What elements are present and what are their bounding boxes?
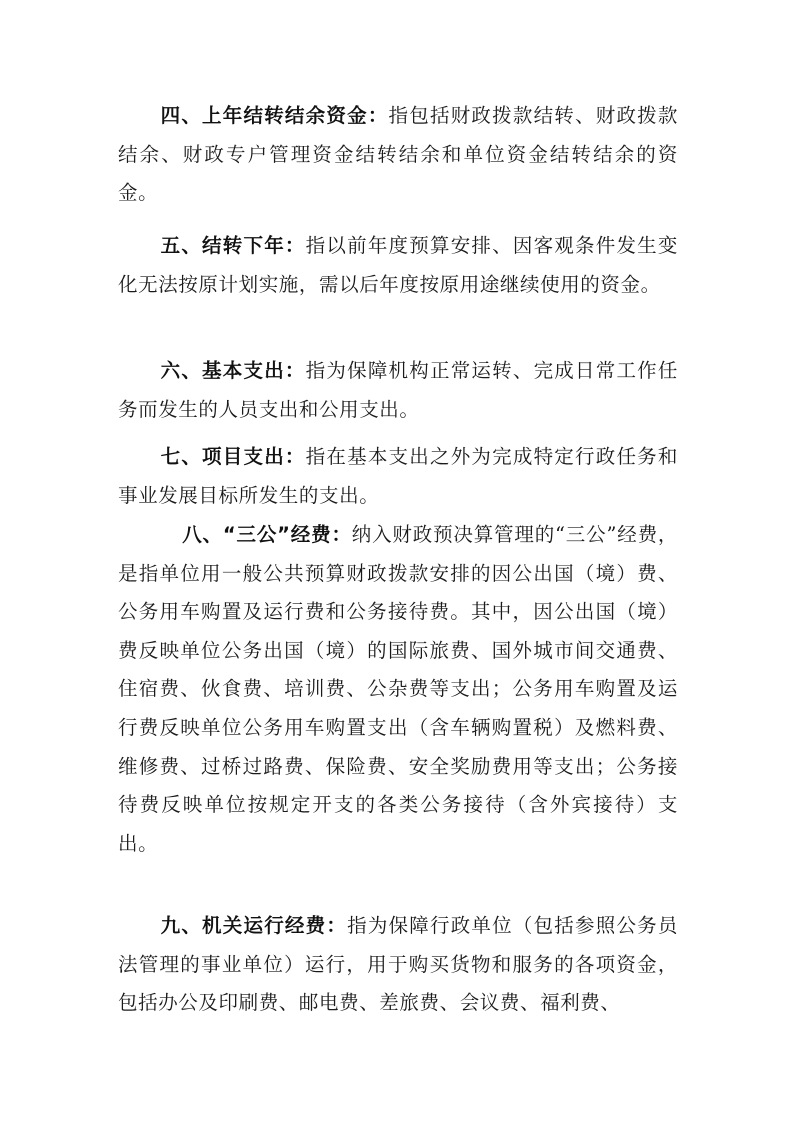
definition-text-4: 指包括财政拨款结转、财政拨款结余、财政专户管理资金结转结余和单位资金结转结余的资金。 [118,104,678,205]
definition-paragraph-6 [118,352,678,429]
definition-paragraph-7 [118,438,678,515]
term-9: 九、机关运行经费： [160,914,348,937]
definition-text-9: 指为保障行政单位（包括参照公务员法管理的事业单位）运行，用于购买货物和服务的各项资金，包括办公及印刷费、邮电费、差旅费、会议费、福利费、 [118,914,678,1015]
definition-paragraph-8 [118,516,678,863]
definition-paragraph-5 [118,227,678,304]
term-7: 七、项目支出： [160,445,306,468]
term-5: 五、结转下年： [160,234,306,257]
definition-text-8: 纳入财政预决算管理的“三公”经费，是指单位用一般公共预算财政拨款安排的因公出国（境）费、公务用车购置及运行费和公务接待费。其中，因公出国（境）费反映单位公务出国（境）的国际旅费、国外城市间交通费、住宿费、伙食费、培训费、公杂费等支出；公务用车购置及运行费反映单位公务用车购置支出（含车辆购置税）及燃料费、维修费、过桥过路费、保险费、安全奖励费用等支出；公务接待费反映单位按规定开支的各类公务接待（含外宾接待）支出。 [118,523,678,855]
definition-text-6: 指为保障机构正常运转、完成日常工作任务而发生的人员支出和公用支出。 [118,359,678,421]
term-8: 八、“三公”经费： [182,523,352,546]
definition-text-7: 指在基本支出之外为完成特定行政任务和事业发展目标所发生的支出。 [118,445,678,507]
definition-paragraph-9 [118,907,678,1023]
definition-paragraph-4 [118,97,678,213]
term-4: 四、上年结转结余资金： [160,104,389,127]
definition-text-5: 指以前年度预算安排、因客观条件发生变化无法按原计划实施，需以后年度按原用途继续使用的资金。 [118,234,678,296]
term-6: 六、基本支出： [160,359,306,382]
